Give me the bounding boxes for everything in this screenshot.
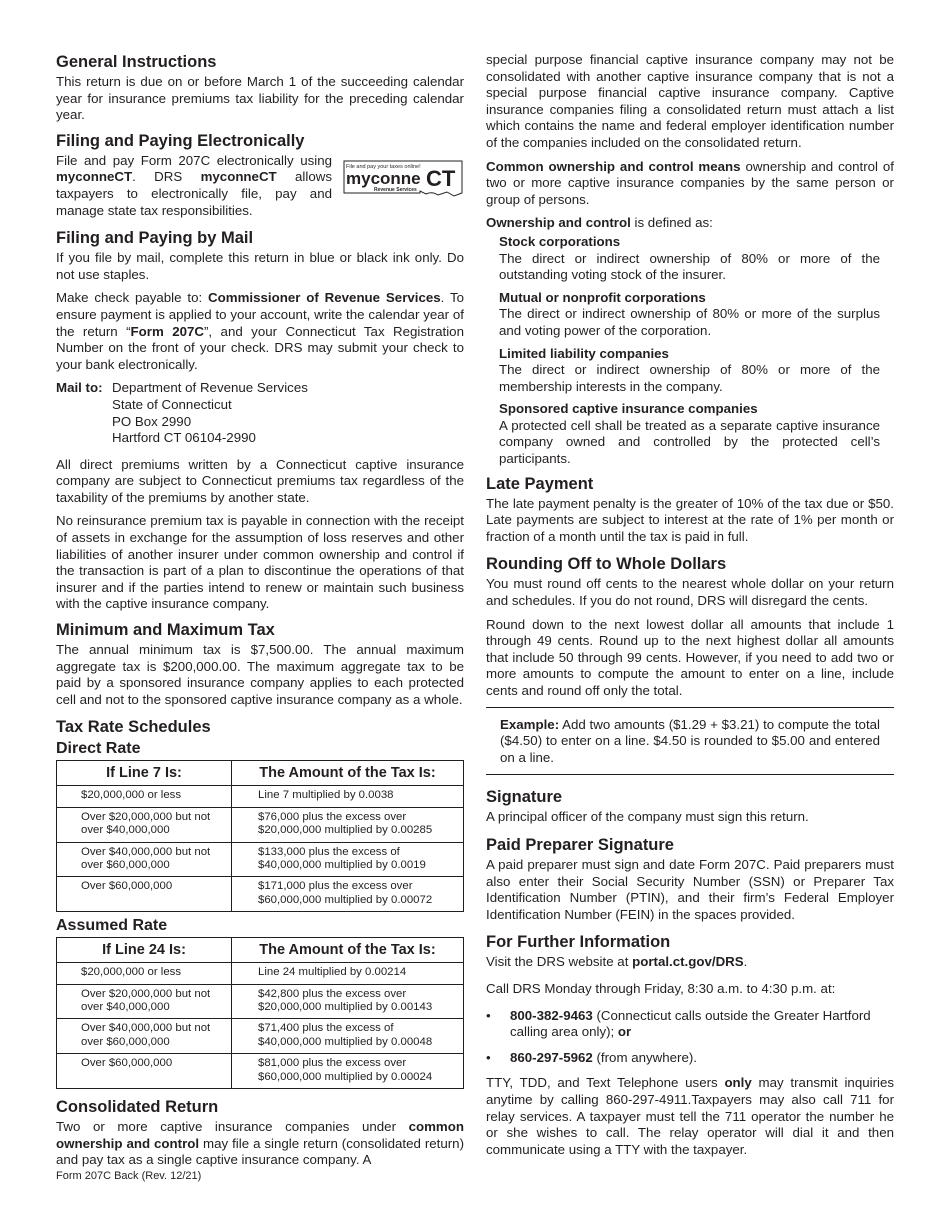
table-row: Over $40,000,000 but not over $60,000,000 $71,400 plus the excess of $40,000,000 multiplied by 0.00048 (57, 1019, 464, 1054)
example-text: Example: Add two amounts ($1.29 + $3.21) to compute the total ($4.50) to enter on a line. $4.50 is rounded to $5.00 and entered on a line. (500, 716, 880, 765)
table-row: $20,000,000 or less Line 24 multiplied by 0.00214 (57, 963, 464, 984)
late-payment-heading: Late Payment (486, 474, 594, 493)
table-row: Over $60,000,000 $171,000 plus the excess over $60,000,000 multiplied by 0.00072 (57, 877, 464, 912)
tty-text: TTY, TDD, and Text Telephone users only may transmit inquiries anytime by calling 860-297-4911.Taxpayers may also call 711 for relay services. A taxpayer must tell the 711 operator the number he or she wishes to call. The relay operator will dial it and then communicate using a TTY with the taxpayer. (486, 1075, 894, 1157)
address-line: Department of Revenue Services (112, 380, 308, 396)
check-payable-text: Make check payable to: Commissioner of Revenue Services. To ensure payment is applied to your account, write the calendar year of the return “Form 207C”, and your Connecticut Tax Registration Number on the front of your check. DRS may submit your check to your bank electronically. (56, 290, 465, 372)
subsection-text: The direct or indirect ownership of 80% or more of the surplus and voting power of the corporation. (499, 306, 880, 338)
table-header: The Amount of the Tax Is: (232, 938, 464, 963)
minmax-text: The annual minimum tax is $7,500.00. The annual maximum aggregate tax is $200,000.00. The maximum aggregate tax to be paid by a sponsored insurance company applies to each protected cell and not to the sponsored captive insurance company as a whole. (56, 642, 464, 707)
reinsurance-text: No reinsurance premium tax is payable in connection with the receipt of assets in exchange for the assumption of loss reserves and other liabilities of another insurer under common ownership and control if the transaction is part of a plan to discontinue the operations of that insurer and if the parties intend to renew or maintain such business with the captive insurance company. (56, 513, 464, 612)
phone-bullet: • 860-297-5962 (from anywhere). (486, 1049, 697, 1065)
logo-ct: CT (426, 165, 456, 191)
schedules-heading: Tax Rate Schedules (56, 718, 211, 737)
call-text: Call DRS Monday through Friday, 8:30 a.m. to 4:30 p.m. at: (486, 980, 836, 996)
mail-to-address (56, 380, 464, 446)
table-row: $20,000,000 or less Line 7 multiplied by 0.0038 (57, 786, 464, 807)
rounding-text-1: You must round off cents to the nearest whole dollar on your return and schedules. If you do not round, DRS will disregard the cents. (486, 576, 894, 609)
consolidated-text: Two or more captive insurance companies under common ownership and control may file a single return (consolidated return) and pay tax as a single captive insurance company. A (56, 1119, 464, 1168)
address-line: PO Box 2990 (112, 413, 192, 429)
address-line: Hartford CT 06104-2990 (112, 430, 256, 446)
rounding-heading: Rounding Off to Whole Dollars (486, 555, 727, 574)
minmax-heading: Minimum and Maximum Tax (56, 621, 275, 640)
general-instructions-text: This return is due on or before March 1 of the succeeding calendar year for insurance premiums tax liability for the preceding calendar year. (56, 74, 464, 123)
subsection-title: Mutual or nonprofit corporations (499, 289, 706, 305)
subsection-text: The direct or indirect ownership of 80% or more of the membership interests in the company. (499, 362, 880, 394)
subsection-text: The direct or indirect ownership of 80% or more of the outstanding voting stock of the insurer. (499, 250, 880, 283)
signature-text: A principal officer of the company must sign this return. (486, 809, 809, 825)
subsection-title: Stock corporations (499, 233, 621, 249)
further-info-heading: For Further Information (486, 933, 671, 952)
late-payment-text: The late payment penalty is the greater of 10% of the tax due or $50. Late payments are subject to interest at the rate of 1% per month or fraction of a month until the tax is paid in full. (486, 495, 894, 544)
website-text: Visit the DRS website at portal.ct.gov/DRS. (486, 954, 748, 970)
direct-premiums-text: All direct premiums written by a Connecticut captive insurance company are subject to Connecticut premiums tax regardless of the taxability of the premiums by another state. (56, 456, 464, 505)
direct-rate-table (56, 760, 464, 912)
ownership-defined-text: Ownership and control is defined as: (486, 215, 713, 231)
table-row: Over $20,000,000 but not over $40,000,000 $76,000 plus the excess over $20,000,000 multiplied by 0.00285 (57, 807, 464, 842)
subsection-text: A protected cell shall be treated as a separate captive insurance company owned and controlled by the protected cell’s participants. (499, 417, 880, 467)
form-footer: Form 207C Back (Rev. 12/21) (56, 1170, 202, 1182)
example-box (486, 707, 894, 776)
electronic-text: File and pay your taxes online! myconne CT Revenue Services File and pay Form 207C electronically using myconneCT. DRS myconneCT allows taxpayers to electronically file, pay and manage state tax responsibilities. (56, 153, 464, 219)
table-header: If Line 7 Is: (57, 761, 232, 786)
table-header: The Amount of the Tax Is: (232, 761, 464, 786)
preparer-heading: Paid Preparer Signature (486, 835, 674, 854)
logo-sub: Revenue Services (374, 186, 417, 193)
table-row: Over $60,000,000 $81,000 plus the excess over $60,000,000 multiplied by 0.00024 (57, 1054, 464, 1089)
direct-rate-heading: Direct Rate (56, 740, 141, 758)
address-line: State of Connecticut (112, 396, 232, 412)
ownership-subsections (499, 234, 880, 468)
signature-heading: Signature (486, 788, 563, 807)
preparer-text: A paid preparer must sign and date Form 207C. Paid preparers must also enter their Social Security Number (SSN) or Preparer Tax Identification Number (PTIN), and their firm’s Federal Employer Identification Number (FEIN) in the spaces provided. (486, 856, 894, 922)
consolidated-heading: Consolidated Return (56, 1098, 219, 1117)
mail-heading: Filing and Paying by Mail (56, 229, 254, 248)
assumed-rate-table (56, 937, 464, 1089)
common-ownership-text: Common ownership and control means ownership and control of two or more captive insurance companies by the same person or group of persons. (486, 158, 895, 207)
consolidated-continued-text: special purpose financial captive insurance company may not be consolidated with another captive insurance company that is not a special purpose financial captive insurance company. Captive insurance companies filing a consolidated return must attach a list which contains the name and federal employer identification number of the companies included on the consolidated return. (486, 52, 894, 150)
assumed-rate-heading: Assumed Rate (56, 917, 168, 935)
rounding-text-2: Round down to the next lowest dollar all amounts that include 1 through 49 cents. Round up to the next highest dollar all amounts that include 50 through 99 cents. However, if you need to add two or more amounts to compute the amount to enter on a line, include cents and round off only the total. (486, 616, 894, 698)
phone-bullet: • 800-382-9463 (Connecticut calls outside the Greater Hartford calling area only); or (486, 1007, 871, 1040)
subsection-title: Limited liability companies (499, 345, 669, 361)
table-row: Over $20,000,000 but not over $40,000,000 $42,800 plus the excess over $20,000,000 multiplied by 0.00143 (57, 984, 464, 1019)
left-column (56, 52, 464, 1176)
myconnect-logo (342, 159, 464, 197)
table-row: Over $40,000,000 but not over $60,000,000 $133,000 plus the excess of $40,000,000 multiplied by 0.0019 (57, 842, 464, 877)
subsection-title: Sponsored captive insurance companies (499, 401, 758, 417)
right-column (486, 52, 894, 1165)
mail-to-label: Mail to: (56, 380, 103, 396)
mail-text: If you file by mail, complete this return in blue or black ink only. Do not use staples. (56, 250, 464, 282)
logo-tagline: File and pay your taxes online! (346, 163, 421, 170)
general-instructions-heading: General Instructions (56, 53, 217, 71)
table-header: If Line 24 Is: (57, 938, 232, 963)
electronic-heading: Filing and Paying Electronically (56, 131, 305, 150)
logo-word: myconne (346, 168, 421, 188)
